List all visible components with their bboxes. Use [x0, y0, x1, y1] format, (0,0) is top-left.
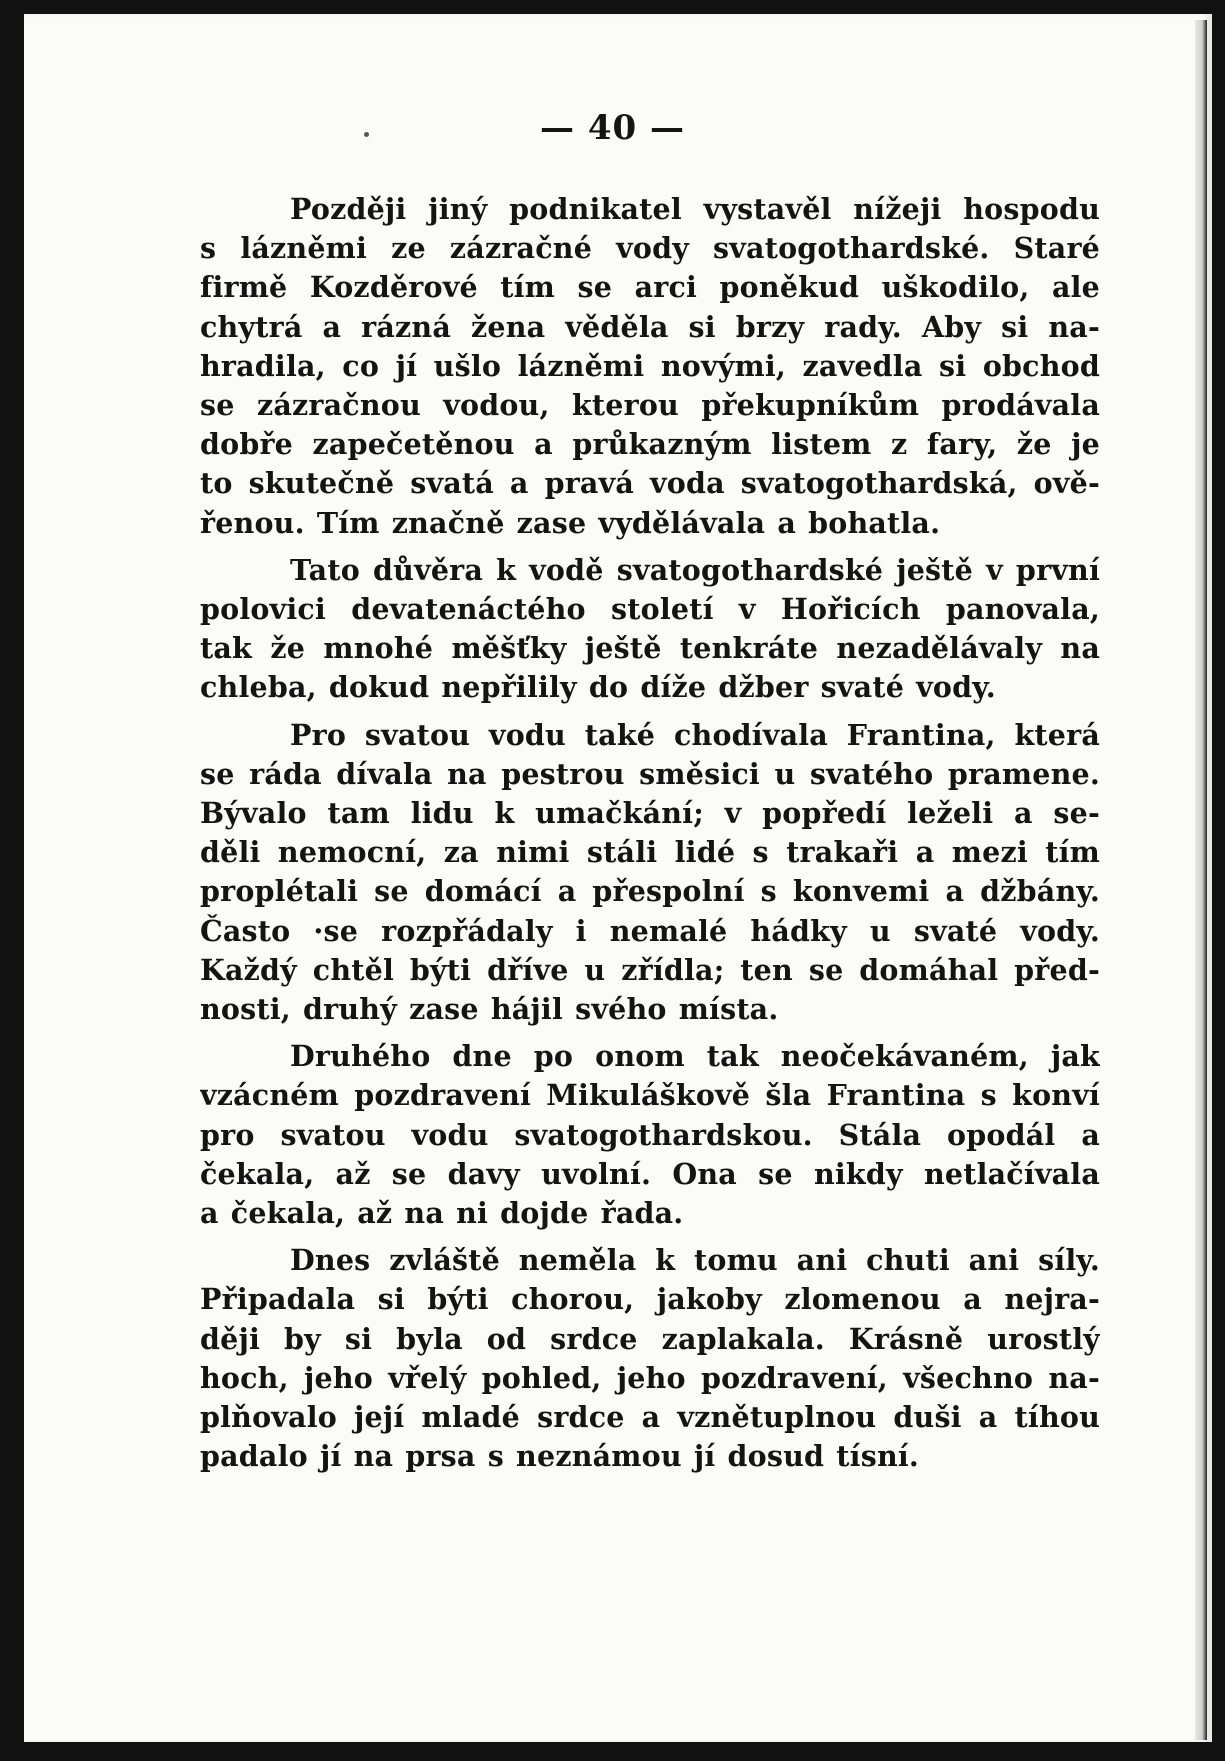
text-line: čekala, až se davy uvolní. Ona se nikdy netlačívala — [200, 1156, 1100, 1191]
text-line: Často ·se rozpřádaly i nemalé hádky u svaté vody. — [200, 913, 1100, 948]
text-line: Bývalo tam lidu k umačkání; v popředí leželi a se- — [200, 796, 1100, 831]
text-line: hoch, jeho vřelý pohled, jeho pozdravení, všechno na- — [200, 1360, 1100, 1395]
text-line: a čekala, až na ni dojde řada. — [200, 1196, 684, 1231]
text-line: Později jiný podnikatel vystavěl nížeji hospodu — [290, 192, 1100, 226]
page-edge — [1195, 20, 1207, 1740]
paragraph-5 — [200, 1241, 1100, 1476]
text-line: Dnes zvláště neměla k tomu ani chuti ani síly. — [290, 1243, 1100, 1278]
text-line: pro svatou vodu svatogothardskou. Stála opodál a — [200, 1117, 1100, 1152]
paragraph-2 — [200, 551, 1100, 708]
text-line: firmě Kozděrové tím se arci poněkud uškodilo, ale — [200, 270, 1100, 305]
text-line: nosti, druhý zase hájil svého místa. — [200, 992, 779, 1027]
text-line: s lázněmi ze zázračné vody svatogothardské. Staré — [200, 231, 1100, 266]
text-line: dobře zapečetěnou a průkazným listem z fary, že je — [200, 427, 1100, 462]
text-line: ději by si byla od srdce zaplakala. Krásně urostlý — [200, 1321, 1100, 1356]
text-line: polovici devatenáctého století v Hořicích panovala, — [200, 592, 1100, 627]
page-number: — 40 — — [540, 108, 685, 148]
text-line: Připadala si býti chorou, jakoby zlomenou a nejra- — [200, 1282, 1100, 1317]
text-line: Pro svatou vodu také chodívala Frantina, která — [290, 717, 1100, 752]
text-line: to skutečně svatá a pravá voda svatogothardská, ově- — [200, 466, 1100, 501]
text-line: hradila, co jí ušlo lázněmi novými, zavedla si obchod — [200, 348, 1100, 383]
text-line: chleba, dokud nepřilily do díže džber svaté vody. — [200, 670, 996, 705]
text-line: Každý chtěl býti dříve u zřídla; ten se domáhal před- — [200, 952, 1100, 987]
paragraph-4 — [200, 1037, 1100, 1233]
text-line: děli nemocní, za nimi stáli lidé s trakaři a mezi tím — [200, 835, 1100, 870]
text-line: vzácném pozdravení Mikuláškově šla Frantina s konví — [200, 1078, 1100, 1113]
body-text — [200, 190, 1100, 1477]
text-line: chytrá a rázná žena věděla si brzy rady. Aby si na- — [200, 309, 1100, 344]
text-line: padalo jí na prsa s neznámou jí dosud tísní. — [200, 1439, 920, 1474]
paragraph-3 — [200, 716, 1100, 1030]
text-line: Tato důvěra k vodě svatogothardské ještě v první — [290, 552, 1100, 587]
text-line: proplétali se domácí a přespolní s konvemi a džbány. — [200, 874, 1100, 909]
text-line: se zázračnou vodou, kterou překupníkům prodávala — [200, 388, 1100, 423]
text-line: Druhého dne po onom tak neočekávaném, jak — [290, 1039, 1100, 1074]
text-line: plňovalo její mladé srdce a vznětuplnou duši a tíhou — [200, 1400, 1100, 1435]
paragraph-1 — [200, 190, 1100, 543]
text-line: řenou. Tím značně zase vydělávala a bohatla. — [200, 505, 941, 540]
text-line: tak že mnohé měšťky ještě tenkráte nezadělávaly na — [200, 631, 1100, 666]
text-line: se ráda dívala na pestrou směsici u svatého pramene. — [200, 756, 1100, 791]
